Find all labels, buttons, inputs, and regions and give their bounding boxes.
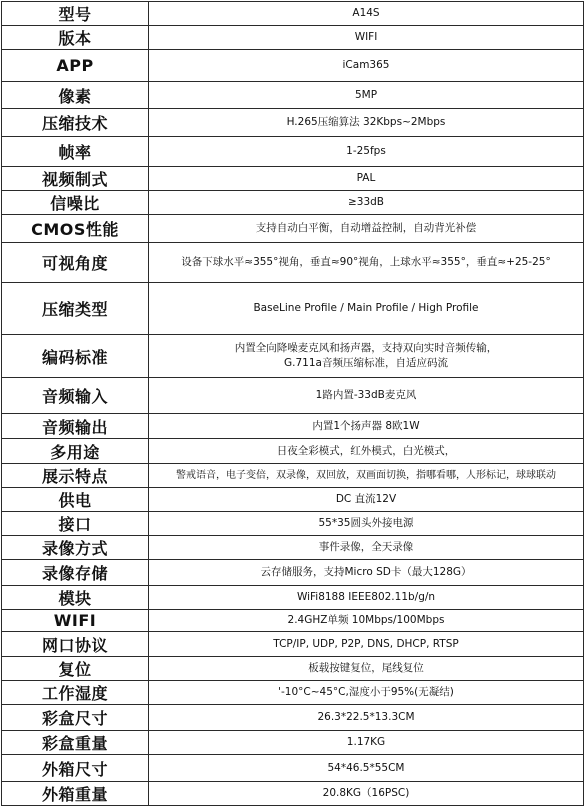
spec-value: 55*35圆头外接电源 (149, 512, 584, 536)
table-row (2, 464, 584, 488)
spec-label: 帧率 (2, 137, 149, 167)
spec-label: 可视角度 (2, 243, 149, 283)
table-row (2, 50, 584, 82)
table-row (2, 705, 584, 731)
spec-label: 外箱尺寸 (2, 755, 149, 782)
spec-value: 1路内置-33dB麦克风 (149, 378, 584, 414)
spec-label: CMOS性能 (2, 215, 149, 243)
spec-value: ≥33dB (149, 191, 584, 215)
spec-label: 录像存储 (2, 560, 149, 586)
table-row (2, 632, 584, 657)
table-row (2, 26, 584, 50)
spec-value: H.265压缩算法 32Kbps~2Mbps (149, 109, 584, 137)
spec-label: WIFI (2, 610, 149, 632)
table-row (2, 215, 584, 243)
table-row (2, 439, 584, 464)
spec-value: 20.8KG（16PSC) (149, 782, 584, 806)
spec-value: iCam365 (149, 50, 584, 82)
table-row (2, 586, 584, 610)
spec-value: A14S (149, 2, 584, 26)
spec-label: 压缩技术 (2, 109, 149, 137)
spec-value: 云存储服务，支持Micro SD卡（最大128G） (149, 560, 584, 586)
table-row (2, 82, 584, 109)
spec-value: 内置1个扬声器 8欧1W (149, 414, 584, 439)
spec-value: 内置全向降噪麦克风和扬声器，支持双向实时音频传输， G.711a音频压缩标准，自适应码流 (149, 335, 584, 378)
table-row (2, 191, 584, 215)
spec-value: 5MP (149, 82, 584, 109)
spec-value: 54*46.5*55CM (149, 755, 584, 782)
spec-table-body (2, 2, 584, 806)
table-row (2, 109, 584, 137)
spec-value: PAL (149, 167, 584, 191)
spec-label: 音频输出 (2, 414, 149, 439)
spec-label: 视频制式 (2, 167, 149, 191)
spec-value: 板载按键复位，尾线复位 (149, 657, 584, 681)
table-row (2, 782, 584, 806)
spec-label: 版本 (2, 26, 149, 50)
spec-value: WiFi8188 IEEE802.11b/g/n (149, 586, 584, 610)
spec-label: 型号 (2, 2, 149, 26)
spec-label: 模块 (2, 586, 149, 610)
table-row (2, 167, 584, 191)
spec-value: 1.17KG (149, 731, 584, 755)
table-row (2, 681, 584, 705)
spec-value: 1-25fps (149, 137, 584, 167)
table-row (2, 488, 584, 512)
spec-label: 接口 (2, 512, 149, 536)
spec-label: 音频输入 (2, 378, 149, 414)
spec-label: 外箱重量 (2, 782, 149, 806)
table-row (2, 755, 584, 782)
spec-value: '-10°C~45°C,湿度小于95%(无凝结) (149, 681, 584, 705)
spec-value: DC 直流12V (149, 488, 584, 512)
spec-label: 工作湿度 (2, 681, 149, 705)
spec-value: 支持自动白平衡，自动增益控制，自动背光补偿 (149, 215, 584, 243)
spec-value: 日夜全彩模式，红外模式，白光模式， (149, 439, 584, 464)
table-row (2, 414, 584, 439)
spec-table (1, 1, 584, 806)
table-row (2, 335, 584, 378)
spec-label: APP (2, 50, 149, 82)
spec-value: 事件录像，全天录像 (149, 536, 584, 560)
spec-label: 复位 (2, 657, 149, 681)
spec-value: 2.4GHZ单频 10Mbps/100Mbps (149, 610, 584, 632)
table-row (2, 2, 584, 26)
spec-value: 设备下球水平≈355°视角，垂直≈90°视角，上球水平≈355°，垂直≈+25-25° (149, 243, 584, 283)
spec-value: 警戒语音，电子变倍，双录像，双回放，双画面切换，指哪看哪，人形标记，球球联动 (149, 464, 584, 488)
table-row (2, 560, 584, 586)
table-row (2, 536, 584, 560)
table-row (2, 378, 584, 414)
table-row (2, 137, 584, 167)
table-row (2, 657, 584, 681)
spec-value: 26.3*22.5*13.3CM (149, 705, 584, 731)
spec-label: 像素 (2, 82, 149, 109)
spec-label: 编码标准 (2, 335, 149, 378)
spec-label: 压缩类型 (2, 283, 149, 335)
spec-label: 供电 (2, 488, 149, 512)
spec-value: WIFI (149, 26, 584, 50)
table-row (2, 512, 584, 536)
spec-label: 彩盒重量 (2, 731, 149, 755)
spec-label: 多用途 (2, 439, 149, 464)
spec-value: TCP/IP, UDP, P2P, DNS, DHCP, RTSP (149, 632, 584, 657)
spec-label: 录像方式 (2, 536, 149, 560)
table-row (2, 283, 584, 335)
spec-label: 信噪比 (2, 191, 149, 215)
spec-label: 展示特点 (2, 464, 149, 488)
spec-value: BaseLine Profile / Main Profile / High Profile (149, 283, 584, 335)
table-row (2, 610, 584, 632)
table-row (2, 243, 584, 283)
table-row (2, 731, 584, 755)
spec-label: 彩盒尺寸 (2, 705, 149, 731)
spec-label: 网口协议 (2, 632, 149, 657)
